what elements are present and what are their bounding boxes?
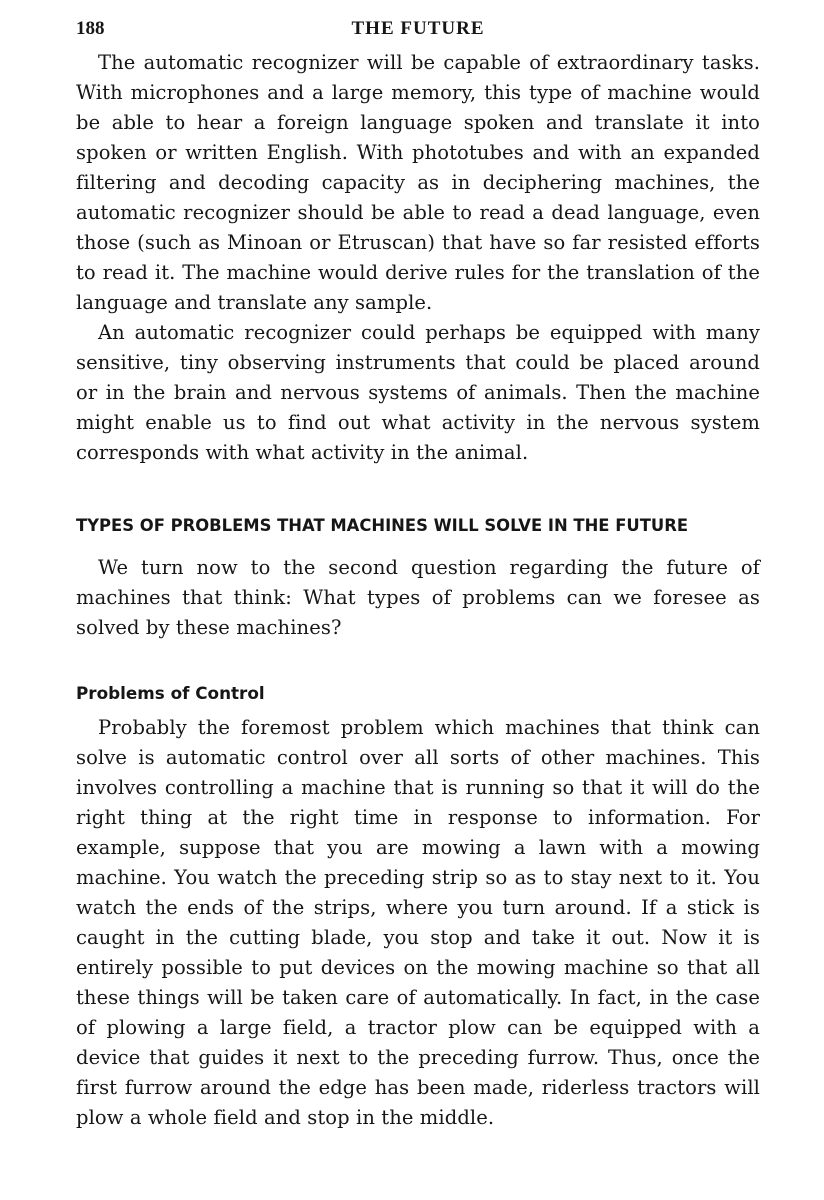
book-page xyxy=(76,14,760,1133)
paragraph-problems-of-control: Probably the foremost problem which machines that think can solve is automatic control over all sorts of other machines. This involves controlling a machine that is running so that it will do the right thing at the right time in response to information. For example, suppose that you are mowing a lawn with a mowing machine. You watch the preceding strip so as to stay next to it. You watch the ends of the strips, where you turn around. If a stick is caught in the cutting blade, you stop and take it out. Now it is entirely possible to put devices on the mowing machine so that all these things will be taken care of automatically. In fact, in the case of plowing a large field, a tractor plow can be equipped with a device that guides it next to the preceding furrow. Thus, once the first furrow around the edge has been made, riderless tractors will plow a whole field and stop in the middle. xyxy=(76,716,760,1129)
page-number: 188 xyxy=(76,18,105,39)
paragraph-second-question: We turn now to the second question regarding the future of machines that think: What types of problems can we foresee as solved by these machines? xyxy=(76,556,760,639)
paragraph-automatic-recognizer-tasks: The automatic recognizer will be capable of extraordinary tasks. With microphones and a large memory, this type of machine would be able to hear a foreign language spoken and translate it into spoken or written English. With phototubes and with an expanded filtering and decoding capacity as in deciphering machines, the automatic recognizer should be able to read a dead language, even those (such as Minoan or Etruscan) that have so far resisted efforts to read it. The machine would derive rules for the translation of the language and translate any sample. xyxy=(76,51,760,314)
paragraph-observing-instruments: An automatic recognizer could perhaps be equipped with many sensitive, tiny observing instruments that could be placed around or in the brain and nervous systems of animals. Then the machine might enable us to find out what activity in the nervous system corresponds with what activity in the animal. xyxy=(76,321,760,464)
running-head xyxy=(76,14,760,48)
subsection-heading: Problems of Control xyxy=(76,683,265,703)
section-heading: TYPES OF PROBLEMS THAT MACHINES WILL SOLVE IN THE FUTURE xyxy=(76,516,689,535)
running-title: THE FUTURE xyxy=(351,18,485,39)
